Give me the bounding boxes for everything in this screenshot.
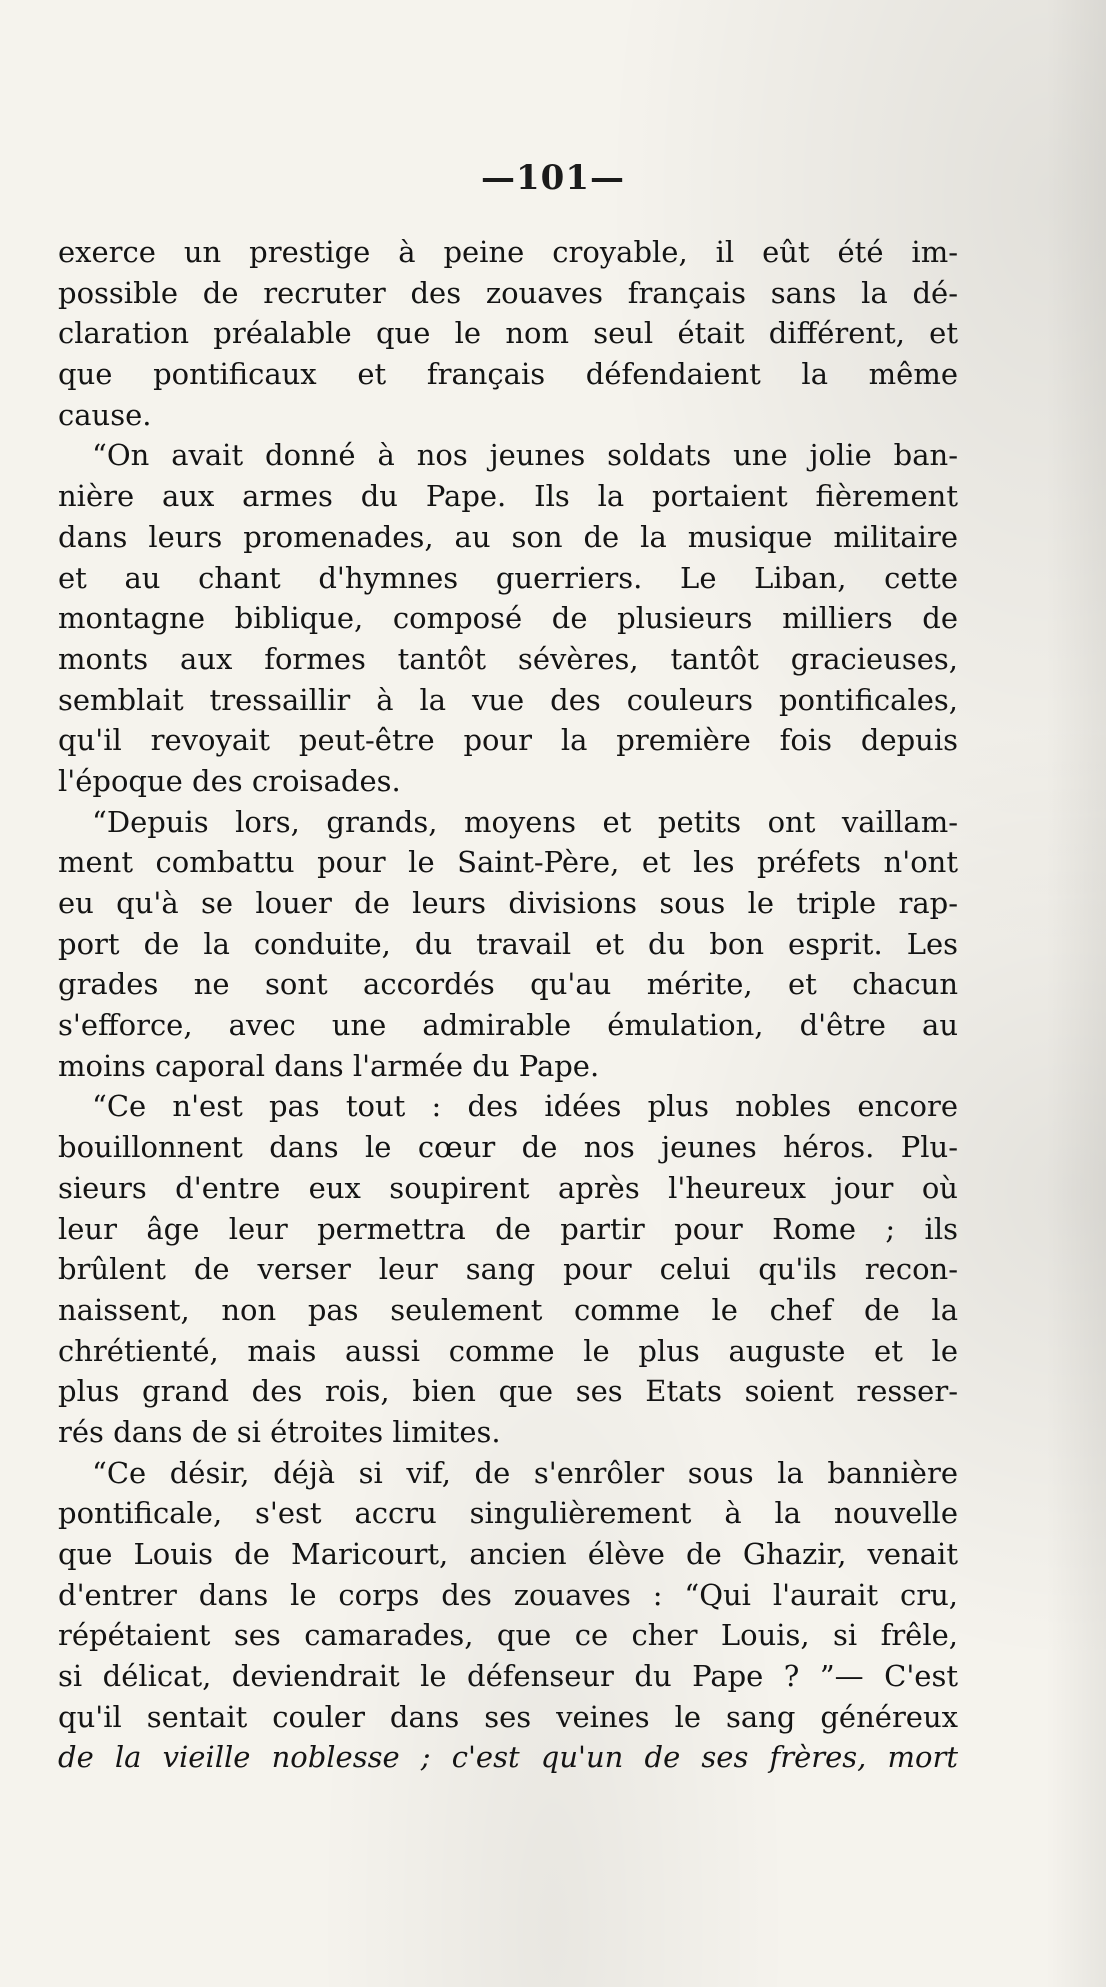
text-line: brûlent de verser leur sang pour celui qu'ils recon- — [58, 1252, 958, 1287]
text-line: et au chant d'hymnes guerriers. Le Liban, cette — [58, 560, 958, 595]
text-line: qu'il revoyait peut-être pour la première fois depuis — [58, 723, 958, 758]
text-line: dans leurs promenades, au son de la musique militaire — [58, 519, 958, 554]
text-line: plus grand des rois, bien que ses Etats soient resser- — [58, 1374, 958, 1409]
text-line: eu qu'à se louer de leurs divisions sous le triple rap- — [58, 886, 958, 920]
text-line: s'efforce, avec une admirable émulation, d'être au — [58, 1008, 958, 1043]
text-line: d'entrer dans le corps des zouaves : “Qui l'aurait cru, — [58, 1577, 958, 1612]
text-line: leur âge leur permettra de partir pour Rome ; ils — [58, 1211, 958, 1246]
text-line: que pontificaux et français défendaient la même — [58, 357, 958, 392]
text-line: moins caporal dans l'armée du Pape. — [58, 1048, 600, 1083]
text-line: claration préalable que le nom seul était différent, et — [58, 316, 958, 351]
text-line: nière aux armes du Pape. Ils la portaient fièrement — [58, 479, 958, 514]
text-line: bouillonnent dans le cœur de nos jeunes héros. Plu- — [58, 1130, 958, 1165]
text-line: “Ce désir, déjà si vif, de s'enrôler sous la bannière — [92, 1455, 958, 1490]
text-line: “Ce n'est pas tout : des idées plus nobles encore — [92, 1089, 958, 1124]
text-line: grades ne sont accordés qu'au mérite, et chacun — [58, 967, 958, 1002]
text-line: qu'il sentait couler dans ses veines le sang généreux — [58, 1699, 958, 1734]
text-line: ment combattu pour le Saint-Père, et les préfets n'ont — [58, 845, 958, 880]
text-line: montagne biblique, composé de plusieurs milliers de — [58, 601, 958, 636]
text-line: port de la conduite, du travail et du bon esprit. Les — [58, 926, 958, 961]
page-number: —101— — [481, 158, 625, 198]
text-line: sieurs d'entre eux soupirent après l'heureux jour où — [58, 1170, 958, 1205]
text-line: monts aux formes tantôt sévères, tantôt gracieuses, — [58, 641, 958, 676]
text-line: exerce un prestige à peine croyable, il eût été im- — [58, 235, 958, 269]
text-line: “On avait donné à nos jeunes soldats une jolie ban- — [92, 438, 958, 473]
text-line: répétaient ses camarades, que ce cher Louis, si frêle, — [58, 1618, 958, 1653]
text-line: pontificale, s'est accru singulièrement à la nouvelle — [58, 1496, 958, 1531]
text-line: cause. — [58, 397, 152, 432]
text-line: possible de recruter des zouaves français sans la dé- — [58, 275, 958, 310]
page-edge-shadow — [1046, 0, 1106, 1987]
text-line: chrétienté, mais aussi comme le plus auguste et le — [58, 1333, 958, 1368]
text-line: “Depuis lors, grands, moyens et petits ont vaillam- — [92, 804, 958, 839]
text-line: naissent, non pas seulement comme le chef de la — [58, 1292, 958, 1327]
body-text — [58, 232, 958, 1778]
text-line: l'époque des croisades. — [58, 763, 401, 798]
text-line: rés dans de si étroites limites. — [58, 1414, 501, 1449]
text-line: semblait tressaillir à la vue des couleurs pontificales, — [58, 682, 958, 717]
text-line: que Louis de Maricourt, ancien élève de Ghazir, venait — [58, 1537, 958, 1571]
text-line: si délicat, deviendrait le défenseur du Pape ? ”— C'est — [58, 1659, 958, 1694]
text-line: de la vieille noblesse ; c'est qu'un de ses frères, mort — [58, 1740, 958, 1775]
